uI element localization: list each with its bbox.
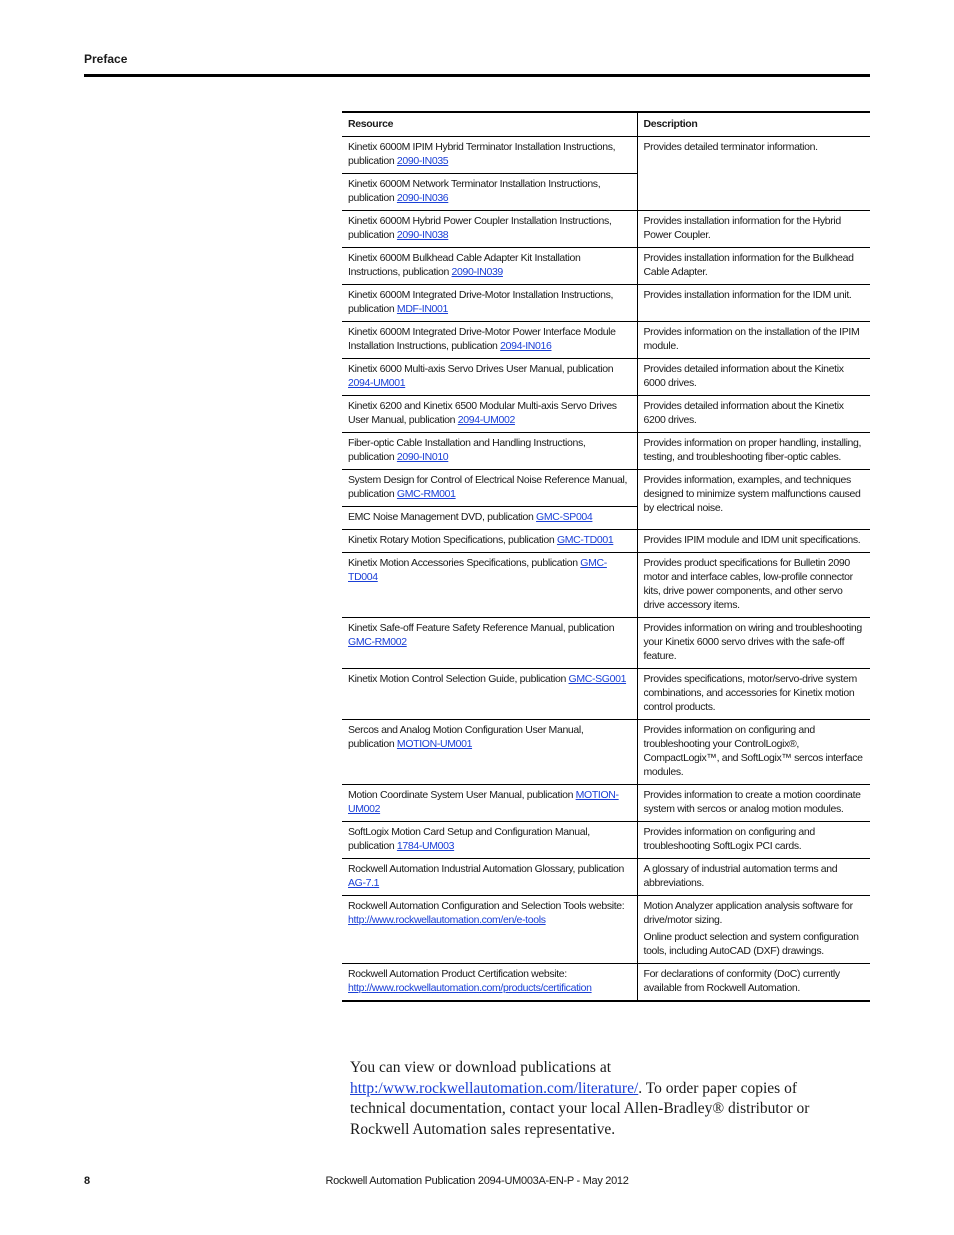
resource-cell bbox=[342, 553, 637, 618]
table-row bbox=[342, 896, 870, 964]
resource-title: Kinetix 6000M Integrated Drive-Motor Installation Instructions, publication bbox=[348, 289, 614, 315]
table-row bbox=[342, 211, 870, 248]
description-text: For declarations of conformity (DoC) currently available from Rockwell Automation. bbox=[643, 968, 840, 994]
resource-cell bbox=[342, 285, 637, 322]
publication-link[interactable]: AG-7.1 bbox=[348, 877, 380, 889]
resource-cell bbox=[342, 896, 637, 964]
publication-link[interactable]: GMC-RM001 bbox=[396, 488, 456, 500]
table-row bbox=[342, 137, 870, 174]
description-text: Provides IPIM module and IDM unit specifications. bbox=[643, 534, 861, 546]
description-cell bbox=[637, 720, 870, 785]
description-cell bbox=[637, 285, 870, 322]
description-text: Provides detailed information about the Kinetix 6000 drives. bbox=[643, 363, 844, 389]
table-row bbox=[342, 322, 870, 359]
description-text: Provides installation information for the IDM unit. bbox=[643, 289, 852, 301]
resource-cell bbox=[342, 137, 637, 174]
literature-link[interactable]: http:/www.rockwellautomation.com/literature/ bbox=[350, 1079, 639, 1097]
resource-cell bbox=[342, 720, 637, 785]
resource-cell bbox=[342, 322, 637, 359]
footer-publication: Rockwell Automation Publication 2094-UM003A-EN-P - May 2012 bbox=[325, 1175, 629, 1187]
resource-cell bbox=[342, 669, 637, 720]
description-text: A glossary of industrial automation terms and abbreviations. bbox=[643, 863, 838, 889]
resource-title: Kinetix 6000 Multi-axis Servo Drives User Manual, publication bbox=[348, 363, 614, 375]
publication-link[interactable]: 2094-IN016 bbox=[500, 340, 552, 352]
description-text: Provides product specifications for Bulletin 2090 motor and interface cables, low-profile connector kits, drive power components, and other servo drive accessory items. bbox=[643, 557, 853, 611]
resource-cell bbox=[342, 618, 637, 669]
resource-cell bbox=[342, 470, 637, 507]
publication-link[interactable]: http://www.rockwellautomation.com/products/certification bbox=[348, 982, 592, 994]
description-cell bbox=[637, 785, 870, 822]
resource-cell bbox=[342, 859, 637, 896]
resource-cell bbox=[342, 964, 637, 1002]
description-cell bbox=[637, 211, 870, 248]
publication-link[interactable]: GMC-SG001 bbox=[568, 673, 627, 685]
description-text: Provides information on configuring and troubleshooting your ControlLogix®, CompactLogix™, and SoftLogix™ sercos interface modules. bbox=[643, 724, 863, 778]
resource-cell bbox=[342, 822, 637, 859]
resource-cell bbox=[342, 785, 637, 822]
resource-cell bbox=[342, 248, 637, 285]
table-row bbox=[342, 618, 870, 669]
paragraph-text-before: You can view or download publications at bbox=[350, 1059, 612, 1076]
resource-title: Kinetix Motion Accessories Specifications, publication bbox=[348, 557, 581, 569]
table-row bbox=[342, 248, 870, 285]
description-text: Provides information on the installation of the IPIM module. bbox=[643, 326, 860, 352]
resource-title: Fiber-optic Cable Installation and Handling Instructions, publication bbox=[348, 437, 586, 463]
description-text: Provides installation information for the Hybrid Power Coupler. bbox=[643, 215, 841, 241]
description-cell bbox=[637, 137, 870, 211]
section-title: Preface bbox=[84, 52, 128, 66]
publication-link[interactable]: 2090-IN010 bbox=[396, 451, 449, 463]
resource-title: Kinetix Safe-off Feature Safety Reference Manual, publication bbox=[348, 622, 615, 634]
publication-link[interactable]: 2094-UM001 bbox=[348, 377, 406, 389]
description-cell bbox=[637, 530, 870, 553]
table-row bbox=[342, 964, 870, 1002]
publication-link[interactable]: MOTION-UM002 bbox=[348, 789, 619, 815]
resource-title: Kinetix 6000M IPIM Hybrid Terminator Installation Instructions, publication bbox=[348, 141, 616, 167]
resource-title: Kinetix Motion Control Selection Guide, publication bbox=[348, 673, 569, 685]
publication-link[interactable]: 2090-IN038 bbox=[396, 229, 449, 241]
resource-cell bbox=[342, 174, 637, 211]
publication-link[interactable]: GMC-RM002 bbox=[348, 636, 407, 648]
table-row bbox=[342, 285, 870, 322]
table-row bbox=[342, 396, 870, 433]
description-cell bbox=[637, 822, 870, 859]
table-body bbox=[342, 137, 870, 1002]
table-row bbox=[342, 720, 870, 785]
resource-cell bbox=[342, 507, 637, 530]
column-header-resource: Resource bbox=[342, 112, 637, 137]
publication-link[interactable]: GMC-TD001 bbox=[556, 534, 614, 546]
paragraph-text-after: . To order paper copies of technical documentation, contact your local Allen-Bradley® distributor or Rockwell Automation sales representative. bbox=[350, 1079, 810, 1138]
description-cell bbox=[637, 433, 870, 470]
publication-link[interactable]: 1784-UM003 bbox=[396, 840, 455, 852]
description-text: Provides installation information for the Bulkhead Cable Adapter. bbox=[643, 252, 854, 278]
publication-link[interactable]: 2094-UM002 bbox=[457, 414, 515, 426]
description-text: Provides information, examples, and techniques designed to minimize system malfunctions caused by electrical noise. bbox=[643, 474, 861, 514]
resource-title: Kinetix 6000M Network Terminator Installation Instructions, publication bbox=[348, 178, 601, 204]
description-cell bbox=[637, 618, 870, 669]
resource-title: Kinetix 6200 and Kinetix 6500 Modular Multi-axis Servo Drives User Manual, publication bbox=[348, 400, 617, 426]
table-row bbox=[342, 470, 870, 507]
table-row bbox=[342, 859, 870, 896]
table-row bbox=[342, 530, 870, 553]
resource-cell bbox=[342, 433, 637, 470]
resource-title: Kinetix 6000M Bulkhead Cable Adapter Kit Installation Instructions, publication bbox=[348, 252, 581, 278]
resources-table bbox=[342, 111, 870, 1002]
resource-title: Rockwell Automation Product Certification website: bbox=[348, 968, 567, 980]
description-text: Provides specifications, motor/servo-drive system combinations, and accessories for Kinetix motion control products. bbox=[643, 673, 857, 713]
resource-cell bbox=[342, 359, 637, 396]
publication-link[interactable]: 2090-IN036 bbox=[396, 192, 449, 204]
page-number: 8 bbox=[84, 1175, 91, 1187]
publication-link[interactable]: http://www.rockwellautomation.com/en/e-tools bbox=[348, 914, 546, 926]
description-cell bbox=[637, 553, 870, 618]
publication-link[interactable]: MDF-IN001 bbox=[396, 303, 449, 315]
resource-title: Rockwell Automation Configuration and Selection Tools website: bbox=[348, 900, 625, 912]
description-text: Provides detailed information about the Kinetix 6200 drives. bbox=[643, 400, 844, 426]
resource-title: Motion Coordinate System User Manual, publication bbox=[348, 789, 576, 801]
table-row bbox=[342, 669, 870, 720]
description-cell bbox=[637, 248, 870, 285]
resource-title: EMC Noise Management DVD, publication bbox=[348, 511, 537, 523]
description-text: Provides detailed terminator information. bbox=[643, 141, 818, 153]
description-cell bbox=[637, 896, 870, 964]
resource-cell bbox=[342, 211, 637, 248]
description-text: Provides information to create a motion coordinate system with sercos or analog motion modules. bbox=[643, 789, 861, 815]
table-row bbox=[342, 359, 870, 396]
column-header-description: Description bbox=[637, 112, 870, 137]
description-cell bbox=[637, 359, 870, 396]
table-row bbox=[342, 553, 870, 618]
resource-title: Sercos and Analog Motion Configuration User Manual, publication bbox=[348, 724, 584, 750]
description-text: Provides information on wiring and troubleshooting your Kinetix 6000 servo drives with the safe-off feature. bbox=[643, 622, 862, 662]
table-row bbox=[342, 785, 870, 822]
description-text: Online product selection and system configuration tools, including AutoCAD (DXF) drawings. bbox=[643, 931, 859, 957]
publication-link[interactable]: MOTION-UM001 bbox=[396, 738, 473, 750]
description-cell bbox=[637, 396, 870, 433]
table-row bbox=[342, 433, 870, 470]
description-cell bbox=[637, 470, 870, 530]
header-rule bbox=[84, 74, 870, 77]
resource-cell bbox=[342, 396, 637, 433]
resource-title: Kinetix Rotary Motion Specifications, publication bbox=[348, 534, 557, 546]
description-cell bbox=[637, 859, 870, 896]
table-header-row bbox=[342, 112, 870, 137]
description-cell bbox=[637, 669, 870, 720]
resource-cell bbox=[342, 530, 637, 553]
resource-title: Kinetix 6000M Hybrid Power Coupler Installation Instructions, publication bbox=[348, 215, 612, 241]
description-text: Provides information on proper handling, installing, testing, and troubleshooting fiber-optic cables. bbox=[643, 437, 862, 463]
table-row bbox=[342, 822, 870, 859]
resource-title: SoftLogix Motion Card Setup and Configuration Manual, publication bbox=[348, 826, 590, 852]
description-cell bbox=[637, 964, 870, 1002]
resource-title: Rockwell Automation Industrial Automation Glossary, publication bbox=[348, 863, 624, 875]
publication-link[interactable]: GMC-TD004 bbox=[348, 557, 607, 583]
description-text: Provides information on configuring and troubleshooting SoftLogix PCI cards. bbox=[643, 826, 815, 852]
publication-link[interactable]: 2090-IN035 bbox=[396, 155, 449, 167]
publication-link[interactable]: GMC-SP004 bbox=[536, 511, 593, 523]
description-text: Motion Analyzer application analysis software for drive/motor sizing. bbox=[643, 900, 853, 926]
resource-title: System Design for Control of Electrical Noise Reference Manual, publication bbox=[348, 474, 628, 500]
description-cell bbox=[637, 322, 870, 359]
publication-link[interactable]: 2090-IN039 bbox=[451, 266, 503, 278]
resource-title: Kinetix 6000M Integrated Drive-Motor Power Interface Module Installation Instructions, publication bbox=[348, 326, 616, 352]
literature-paragraph bbox=[350, 1058, 850, 1140]
